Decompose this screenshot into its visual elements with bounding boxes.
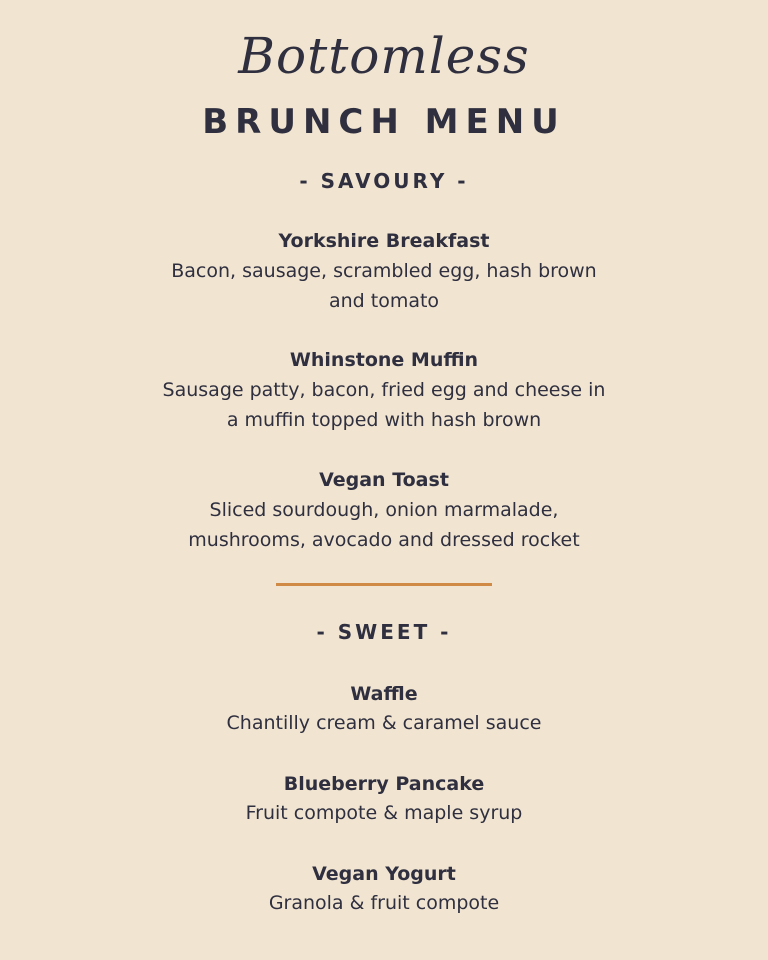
- menu-item-name: Vegan Yogurt: [312, 863, 456, 885]
- menu-item-name: Vegan Toast: [319, 469, 449, 491]
- menu-item-description: Granola & fruit compote: [268, 892, 500, 914]
- section-heading-savoury: - SAVOURY -: [299, 169, 469, 193]
- menu-item-name: Yorkshire Breakfast: [278, 230, 490, 252]
- script-title: Bottomless: [238, 27, 530, 85]
- menu-item-description: Chantilly cream & caramel sauce: [226, 712, 542, 734]
- page-title: BRUNCH MENU: [202, 102, 566, 142]
- section-heading-sweet: - SWEET -: [316, 620, 452, 644]
- menu-item-description: Fruit compote & maple syrup: [245, 802, 523, 824]
- menu-item-description: Bacon, sausage, scrambled egg, hash brown: [171, 260, 597, 282]
- menu-item-description: mushrooms, avocado and dressed rocket: [188, 529, 580, 551]
- menu-item-name: Blueberry Pancake: [283, 773, 485, 795]
- menu-item-description: and tomato: [328, 290, 440, 312]
- menu-item-description: Sausage patty, bacon, fried egg and cheese in: [162, 379, 606, 401]
- section-divider: [276, 583, 492, 586]
- menu-item-name: Whinstone Muffin: [289, 349, 479, 371]
- menu-item-name: Waffle: [350, 683, 418, 705]
- menu-item-description: Sliced sourdough, onion marmalade,: [209, 499, 559, 521]
- menu-item-description: a muffin topped with hash brown: [226, 409, 542, 431]
